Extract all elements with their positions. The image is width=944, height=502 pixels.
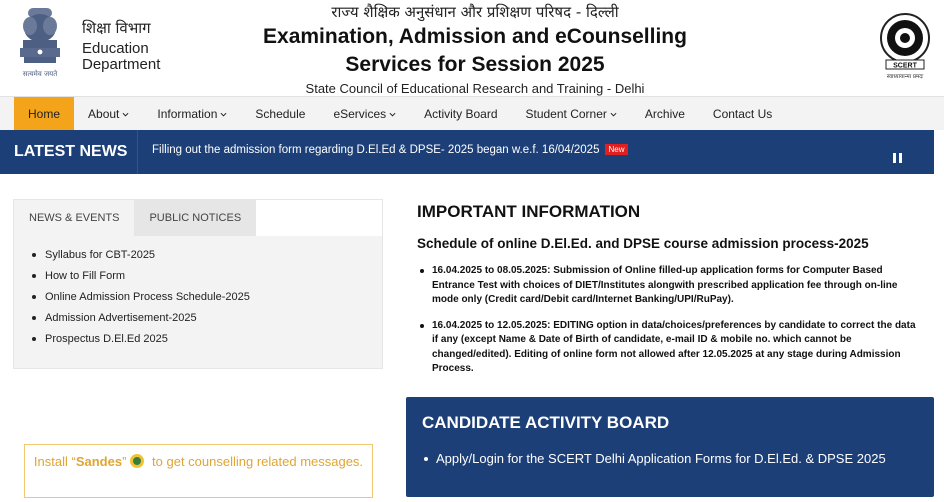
important-info: [417, 202, 917, 388]
nav-label: Contact Us: [712, 107, 773, 121]
nav-list: [0, 97, 944, 131]
info-point: 16.04.2025 to 08.05.2025: Submission of Online filled-up application forms for Computer Based Entrance Test with choices of DIET/Institutes alongwith prescribed application fee through on-line mode only (Credit card/Debit card/Internet Banking/UPI/RuPay).: [417, 264, 917, 308]
sandes-install-box[interactable]: [24, 444, 373, 498]
new-badge: New: [605, 144, 627, 155]
latest-news-label: LATEST NEWS: [0, 130, 138, 174]
dept-line1: Education: [82, 40, 149, 57]
main-nav: [0, 96, 944, 130]
nav-label: Archive: [644, 107, 685, 121]
nav-item-eservices[interactable]: [319, 97, 410, 131]
chevron-down-icon: [389, 111, 396, 118]
nav-item-activity-board[interactable]: [410, 97, 511, 131]
candidate-activity-board: [406, 397, 934, 497]
chevron-down-icon: [220, 111, 227, 118]
page-subtitle: State Council of Educational Research and Training - Delhi: [305, 81, 645, 96]
title-hindi: राज्य शैक्षिक अनुसंधान और प्रशिक्षण परिषद - दिल्ली: [331, 3, 619, 21]
news-item-how-to-fill[interactable]: How to Fill Form: [32, 265, 382, 286]
latest-news-bar: [0, 130, 934, 174]
chevron-down-icon: [122, 111, 129, 118]
sandes-prefix: Install “: [33, 454, 76, 469]
info-point: 16.04.2025 to 12.05.2025: EDITING option in data/choices/preferences by candidate to correct the data if any (except Name & Date of Birth of candidate, e-mail ID & mobile no. which cannot be changed/edited). Editing of online form not allowed after 12.05.2025 at any stage during Admission Process.: [417, 319, 917, 377]
nav-label: eServices: [333, 107, 387, 121]
sandes-logo-icon: [130, 454, 144, 468]
scert-motto: स्वाध्यायान्मा प्रमदः: [886, 74, 924, 80]
site-header: [0, 0, 944, 96]
board-list: [424, 451, 886, 466]
news-ticker-text[interactable]: Filling out the admission form regarding D.El.Ed & DPSE- 2025 began w.e.f. 16/04/2025: [152, 144, 600, 156]
info-subheading: Schedule of online D.El.Ed. and DPSE course admission process-2025: [417, 236, 869, 251]
info-list: [417, 264, 917, 377]
emblem-motto: सत्यमेव जयते: [22, 70, 58, 78]
nav-label: Home: [28, 107, 61, 121]
nav-item-archive[interactable]: [631, 97, 699, 131]
pause-icon[interactable]: [893, 153, 903, 163]
news-item-syllabus[interactable]: Syllabus for CBT-2025: [32, 244, 382, 265]
news-ticker[interactable]: [152, 144, 628, 156]
dept-hindi: शिक्षा विभाग: [82, 19, 151, 37]
news-panel: [13, 199, 383, 369]
board-item-apply-login[interactable]: Apply/Login for the SCERT Delhi Application Forms for D.El.Ed. & DPSE 2025: [424, 451, 886, 466]
nav-item-about[interactable]: [74, 97, 143, 131]
nav-label: Schedule: [255, 107, 306, 121]
sandes-app-name: Sandes: [75, 454, 123, 469]
info-heading: IMPORTANT INFORMATION: [417, 202, 641, 221]
national-emblem-icon: [14, 4, 66, 88]
nav-label: Activity Board: [424, 107, 498, 121]
department-name: [82, 18, 160, 73]
sandes-suffix: to get counselling related messages.: [148, 454, 364, 469]
news-list: [14, 236, 382, 349]
board-heading: CANDIDATE ACTIVITY BOARD: [422, 413, 670, 432]
nav-item-student-corner[interactable]: [512, 97, 631, 131]
news-item-advertisement[interactable]: Admission Advertisement-2025: [32, 307, 382, 328]
news-item-prospectus[interactable]: Prospectus D.El.Ed 2025: [32, 328, 382, 349]
page-title-line2: Services for Session 2025: [345, 53, 605, 76]
page-title-block: [220, 2, 730, 96]
chevron-down-icon: [610, 111, 617, 118]
scert-logo-text: SCERT: [893, 62, 917, 70]
nav-label: Information: [157, 107, 218, 121]
tab-news-events[interactable]: NEWS & EVENTS: [14, 200, 134, 236]
nav-item-contact-us[interactable]: [699, 97, 786, 131]
page-title-line1: Examination, Admission and eCounselling: [263, 25, 687, 48]
nav-label: Student Corner: [525, 107, 607, 121]
sandes-mid: ”: [122, 454, 127, 469]
tab-public-notices[interactable]: PUBLIC NOTICES: [134, 200, 256, 236]
scert-logo-icon: [876, 12, 934, 80]
nav-label: About: [88, 107, 120, 121]
dept-line2: Department: [82, 56, 161, 73]
nav-item-schedule[interactable]: [241, 97, 319, 131]
news-item-schedule[interactable]: Online Admission Process Schedule-2025: [32, 286, 382, 307]
news-tabs: [14, 200, 382, 236]
nav-item-information[interactable]: [143, 97, 241, 131]
nav-item-home[interactable]: [14, 97, 74, 131]
